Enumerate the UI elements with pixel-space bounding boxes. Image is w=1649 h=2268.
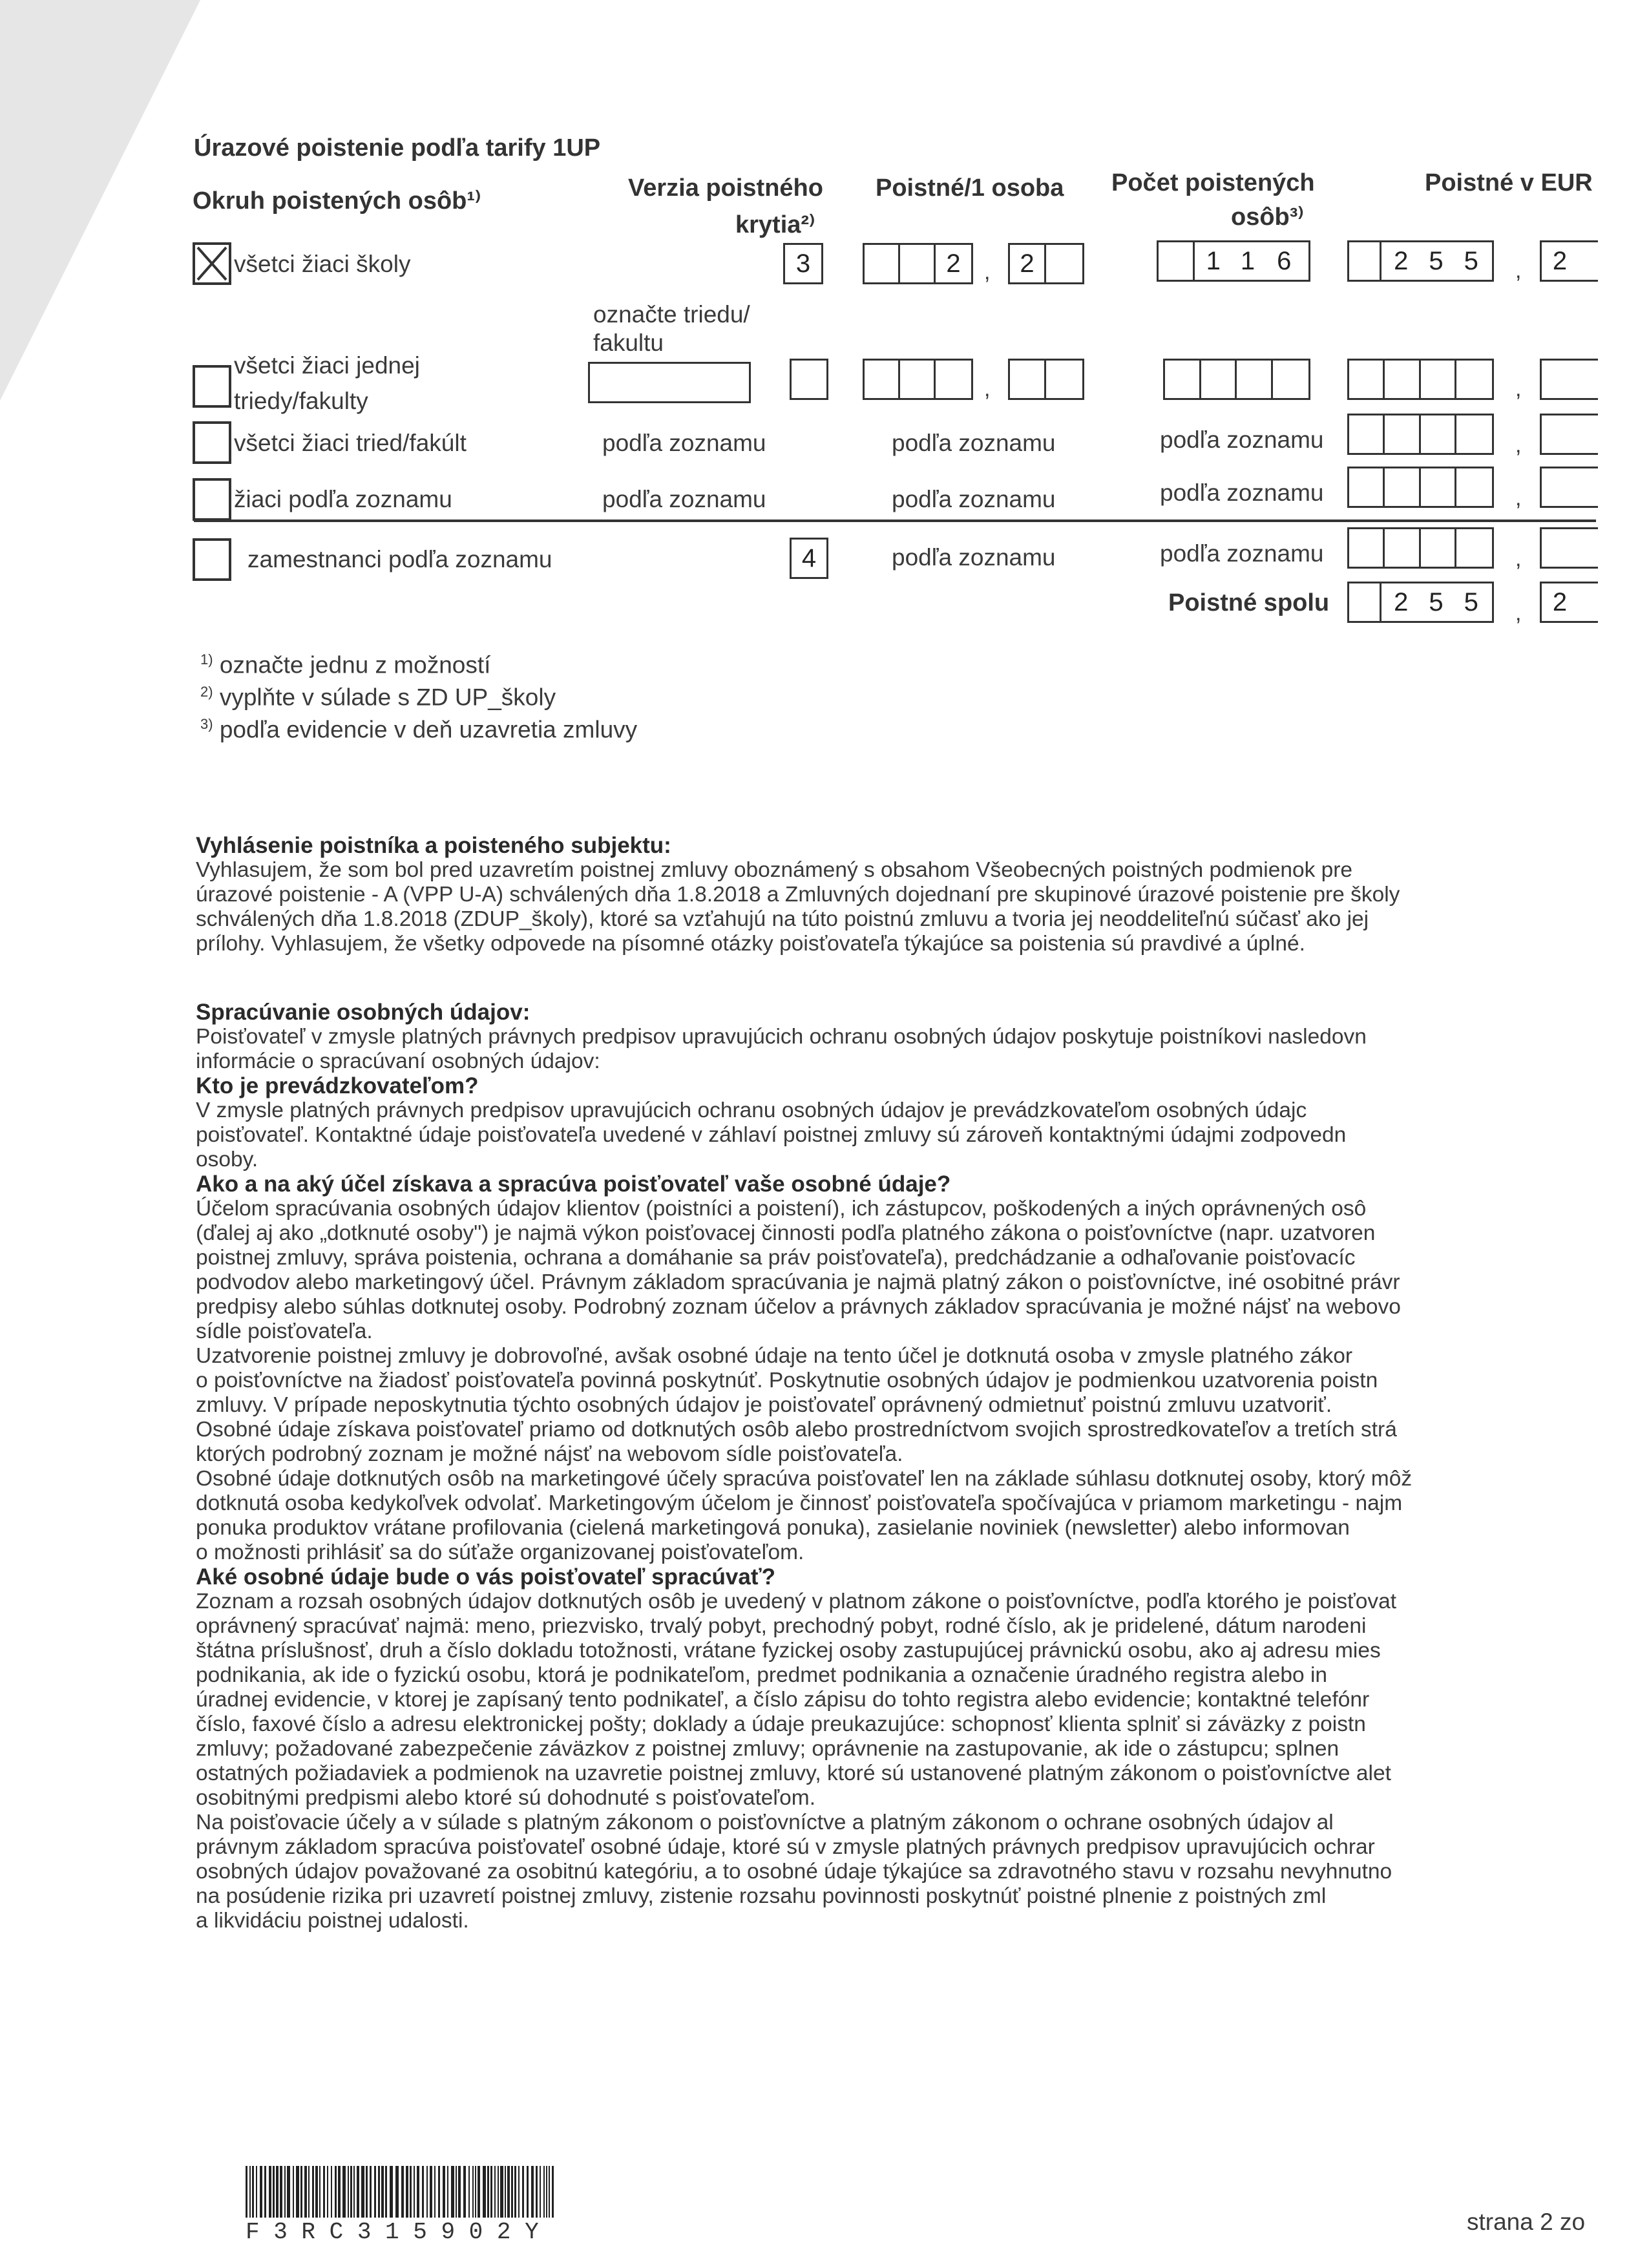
barcode-bar: [531, 2166, 534, 2218]
barcode-bar: [293, 2166, 294, 2218]
text-line: podnikania, ak ide o fyzickú osobu, ktorá je podnikateľom, predmet podnikania a označenie úradného registra alebo in: [196, 1663, 1328, 1687]
barcode-bar: [494, 2166, 496, 2218]
barcode-bar: [381, 2166, 384, 2218]
barcode-bar: [511, 2166, 513, 2218]
text-line: úradnej evidencie, v ktorej je zapísaný tento podnikateľ, a číslo zápisu do tohto registra alebo evidencie; kontaktné telefónr: [196, 1688, 1370, 1712]
barcode-bar: [319, 2166, 320, 2218]
decimal-comma: ,: [984, 260, 991, 284]
decimal-comma: ,: [984, 377, 991, 401]
digit-cell: [1349, 583, 1381, 621]
barcode-bar: [422, 2166, 424, 2218]
row-label-all-students: všetci žiaci školy: [234, 251, 411, 277]
col-header-persons: Okruh poistených osôb¹⁾: [193, 187, 481, 215]
footnote-3: $^{3)}$ podľa evidencie v deň uzavretia zmluvy: [200, 716, 638, 743]
premium-person-dec-row2[interactable]: [1008, 359, 1084, 400]
decimal-comma: ,: [1515, 377, 1522, 401]
class-input[interactable]: [588, 362, 751, 403]
text-line: o poisťovníctve na žiadosť poisťovateľa povinná poskytnúť. Poskytnutie osobných údajov je podmienkou uzatvorenia poistn: [196, 1369, 1378, 1392]
footnote-3-text: podľa evidencie v deň uzavretia zmluvy: [219, 716, 638, 743]
text-line: Na poisťovacie účely a v súlade s platným zákonom o poisťovníctve a platným zákonom o ochrane osobných údajov al: [196, 1811, 1334, 1834]
col-header-premium-person: Poistné/1 osoba: [876, 174, 1064, 202]
col-header-version-2: krytia²⁾: [735, 211, 815, 238]
text-line: Osobné údaje získava poisťovateľ priamo od dotknutých osôb alebo prostredníctvom svojich sprostredkovateľov a tretích strá: [196, 1418, 1397, 1442]
barcode-bar: [463, 2166, 466, 2218]
premium-eur-dec-row3[interactable]: [1540, 414, 1598, 455]
section-title: Úrazové poistenie podľa tarify 1UP: [194, 134, 601, 162]
barcode-bar: [256, 2166, 257, 2218]
digit-cell: [1421, 415, 1456, 453]
question-data-scope: Aké osobné údaje bude o vás poisťovateľ spracúvať?: [196, 1564, 775, 1590]
checkbox-one-class[interactable]: [193, 365, 231, 408]
barcode-bar: [543, 2166, 545, 2218]
premium-eur-int-row2[interactable]: [1347, 359, 1494, 400]
text-line: osobných údajov považované za osobitnú kategóriu, a to osobné údaje týkajúce sa zdravotného stavu v rozsahu nevyhnutno: [196, 1860, 1392, 1884]
barcode-bar: [390, 2166, 393, 2218]
decimal-comma: ,: [1515, 486, 1522, 510]
digit-cell: 2: [1552, 246, 1568, 275]
barcode-bar: [426, 2166, 428, 2218]
digit-cell: [1165, 361, 1201, 398]
digit-cell: [1456, 361, 1492, 398]
premium-eur-int-row3[interactable]: [1347, 414, 1494, 455]
text-line: prílohy. Vyhlasujem, že všetky odpovede na písomné otázky poisťovateľa týkajúce sa poistenia sú pravdivé a úplné.: [196, 932, 1305, 956]
text-line: predpisy alebo súhlas dotknutej osoby. Podrobný zoznam účelov a právnych základov spracúvania je možné nájsť na webovo: [196, 1295, 1401, 1319]
digit-cell: [1456, 468, 1492, 506]
row-label-by-list: žiaci podľa zoznamu: [234, 486, 452, 512]
text-line: poisťovateľ. Kontaktné údaje poisťovateľa uvedené v záhlaví poistnej zmluvy sú zároveň kontaktnými údajmi zodpovedn: [196, 1123, 1347, 1147]
barcode-bar: [483, 2166, 486, 2218]
digit-cell: 116: [1206, 246, 1314, 275]
text-line: zmluvy; požadované zabezpečenie záväzkov z poistnej zmluvy; oprávnenie na zastupovanie, ak ide o zástupcu; splnen: [196, 1737, 1339, 1761]
checkbox-all-students[interactable]: [193, 242, 231, 285]
barcode-bar: [401, 2166, 404, 2218]
barcode-bar: [472, 2166, 474, 2218]
barcode-bar: [300, 2166, 302, 2218]
barcode-bar: [246, 2166, 247, 2218]
barcode-bar: [549, 2166, 550, 2218]
barcode-bar: [374, 2166, 376, 2218]
barcode-bar: [296, 2166, 299, 2218]
decimal-comma: ,: [1515, 433, 1522, 457]
col-header-premium-eur: Poistné v EUR: [1425, 169, 1593, 196]
answer-data-scope: [196, 1590, 1591, 1933]
barcode-bar: [366, 2166, 368, 2218]
page-number: strana 2 zo: [1467, 2209, 1586, 2235]
barcode-bar: [260, 2166, 262, 2218]
row-label-one-class-2: triedy/fakulty: [234, 388, 368, 414]
footnote-2: $^{2)}$ vyplňte v súlade s ZD UP_školy: [200, 684, 556, 711]
digit-cell: [865, 245, 900, 282]
barcode-bar: [410, 2166, 412, 2218]
barcode-bar: [490, 2166, 492, 2218]
text-line: poistnej zmluvy, správa poistenia, ochrana a domáhanie sa práv poisťovateľa), predchádzanie a odhaľovanie poisťovacíc: [196, 1246, 1356, 1270]
digit-cell: 255: [1394, 246, 1499, 275]
barcode-bar: [498, 2166, 499, 2218]
barcode-bar: [430, 2166, 432, 2218]
premium-eur-int-row4[interactable]: [1347, 467, 1494, 508]
text-line: podvodov alebo marketingový účel. Právnym základom spracúvania je najmä platný zákon o poisťovníctve, iné osobitné právr: [196, 1270, 1400, 1294]
premium-person-int-row2[interactable]: [863, 359, 973, 400]
barcode-bar: [249, 2166, 251, 2218]
digit-cell: [1385, 361, 1420, 398]
version-box-row2[interactable]: [790, 359, 828, 400]
row-label-employees: zamestnanci podľa zoznamu: [247, 546, 552, 572]
digit-cell: [865, 361, 900, 398]
processing-intro: [196, 1025, 1591, 1074]
barcode-bar: [357, 2166, 359, 2218]
text-line: Účelom spracúvania osobných údajov klientov (poistníci a poistení), ich zástupcov, poškodených a iných oprávnených osô: [196, 1197, 1367, 1221]
text-line: oprávnený spracúvať najmä: meno, priezvisko, trvalý pobyt, prechodný pobyt, rodné číslo, ak je pridelené, dátum narodeni: [196, 1614, 1367, 1638]
digit-cell: [1349, 415, 1385, 453]
footnote-1: $^{1)}$ označte jednu z možností: [200, 651, 491, 678]
text-line: osoby.: [196, 1148, 258, 1171]
barcode-bar: [284, 2166, 286, 2218]
barcode-bar: [458, 2166, 461, 2218]
barcode-bar: [518, 2166, 520, 2218]
scan-edge-shadow: [0, 0, 200, 401]
barcode-bar: [487, 2166, 489, 2218]
text-line: a likvidáciu poistnej udalosti.: [196, 1909, 469, 1933]
barcode-bar: [353, 2166, 355, 2218]
barcode-bar: [500, 2166, 503, 2218]
text-line: číslo, faxové číslo a adresu elektronickej pošty; doklady a údaje preukazujúce: schopnosť klienta splniť si záväzky z poistn: [196, 1712, 1366, 1736]
footnote-2-text: vyplňte v súlade s ZD UP_školy: [219, 684, 556, 711]
barcode-bar: [323, 2166, 325, 2218]
digit-cell: [1421, 529, 1456, 567]
barcode-bar: [312, 2166, 314, 2218]
barcode-bar: [443, 2166, 445, 2218]
mark-class-hint-1: označte triedu/: [593, 301, 750, 328]
barcode-bar: [378, 2166, 380, 2218]
total-dec[interactable]: [1540, 582, 1598, 623]
barcode-bar: [287, 2166, 290, 2218]
digit-cell: 2: [1010, 245, 1046, 282]
digit-cell: [900, 361, 936, 398]
barcode-bar: [338, 2166, 341, 2218]
text-line: zmluvy. V prípade neposkytnutia týchto osobných údajov je poisťovateľ oprávnený odmietnuť poistnú zmluvu uzatvoriť.: [196, 1393, 1332, 1417]
barcode-bar: [414, 2166, 415, 2218]
checkbox-classes[interactable]: [193, 421, 231, 464]
by-list-count: podľa zoznamu: [1160, 426, 1324, 453]
barcode-bar: [280, 2166, 282, 2218]
digit-cell: [1349, 468, 1385, 506]
text-line: na posúdenie rizika pri uzavretí poistnej zmluvy, zistenie rozsahu povinnosti poskytnúť poistné plnenie z poistných zml: [196, 1884, 1327, 1908]
barcode-bar: [546, 2166, 547, 2218]
premium-eur-dec-row4[interactable]: [1540, 467, 1598, 508]
by-list-premium: podľa zoznamu: [892, 486, 1056, 512]
premium-eur-int-row5[interactable]: [1347, 527, 1494, 569]
digit-cell: 2: [946, 249, 961, 278]
row-label-classes: všetci žiaci tried/fakúlt: [234, 430, 467, 456]
answer-purpose: [196, 1197, 1591, 1565]
barcode-bar: [475, 2166, 476, 2218]
premium-eur-int-row1[interactable]: [1347, 240, 1499, 282]
col-header-version-1: Verzia poistného: [628, 174, 823, 202]
barcode-bar: [331, 2166, 332, 2218]
text-line: Zoznam a rozsah osobných údajov dotknutých osôb je uvedený v platnom zákone o poisťovníctve, podľa ktorého je poisťovat: [196, 1590, 1397, 1613]
digit-cell: [1349, 361, 1385, 398]
digit-cell: [1349, 242, 1381, 280]
mark-class-hint-2: fakultu: [593, 330, 664, 356]
digit-cell: [1273, 361, 1308, 398]
barcode-bar: [514, 2166, 516, 2218]
text-line: schválených dňa 1.8.2018 (ZDUP_školy), ktoré sa vzťahujú na túto poistnú zmluvu a tvoria jej neoddeliteľnú súčasť ako jej: [196, 907, 1369, 931]
barcode-bar: [507, 2166, 510, 2218]
by-list-version: podľa zoznamu: [602, 430, 766, 456]
text-line: Osobné údaje dotknutých osôb na marketingové účely spracúva poisťovateľ len na základe súhlasu dotknutej osoby, ktorý môž: [196, 1467, 1413, 1491]
check-mark-icon: [195, 245, 229, 282]
digit-cell: [1385, 468, 1420, 506]
barcode-bar: [540, 2166, 541, 2218]
text-line: Uzatvorenie poistnej zmluvy je dobrovoľné, avšak osobné údaje na tento účel je dotknutá osoba v zmysle platného zákor: [196, 1344, 1353, 1368]
digit-cell: [1010, 361, 1046, 398]
text-line: (ďalej aj ako „dotknuté osoby") je najmä výkon poisťovacej činnosti podľa platného zákona o poisťovníctve (napr. uzatvoren: [196, 1221, 1376, 1245]
digit-cell: [1456, 529, 1492, 567]
digit-cell: [1237, 361, 1273, 398]
digit-cell: [1385, 529, 1420, 567]
by-list-premium: podľa zoznamu: [892, 544, 1056, 571]
digit-cell: [1456, 415, 1492, 453]
barcode-bar: [308, 2166, 310, 2218]
premium-eur-dec-row5[interactable]: [1540, 527, 1598, 569]
digit-cell: [936, 361, 971, 398]
text-line: úrazové poistenie - A (VPP U-A) schválených dňa 1.8.2018 a Zmluvných dojednaní pre skupinové úrazové poistenie pre školy: [196, 883, 1400, 907]
barcode-bar: [527, 2166, 529, 2218]
version-value: 3: [795, 249, 811, 278]
by-list-count: podľa zoznamu: [1160, 540, 1324, 567]
text-line: ponuka produktov vrátane profilovania (cielená marketingová ponuka), zasielanie noviniek (newsletter) alebo informovan: [196, 1516, 1350, 1540]
footnote-1-text: označte jednu z možností: [219, 651, 491, 678]
answer-operator: [196, 1098, 1591, 1172]
row-label-one-class-1: všetci žiaci jednej: [234, 352, 420, 379]
barcode: [246, 2166, 556, 2218]
barcode-bar: [438, 2166, 440, 2218]
barcode-bar: [468, 2166, 470, 2218]
checkbox-by-list[interactable]: [193, 478, 231, 521]
text-line: Poisťovateľ v zmysle platných právnych predpisov upravujúcich ochranu osobných údajov poskytuje poistníkovi nasledovn: [196, 1025, 1367, 1049]
barcode-bar: [361, 2166, 364, 2218]
digit-cell: [1421, 468, 1456, 506]
digit-cell: [1201, 361, 1237, 398]
digit-cell: [1385, 415, 1420, 453]
barcode-bar: [522, 2166, 524, 2218]
digit-cell: 255: [1394, 587, 1499, 616]
total-label: Poistné spolu: [1168, 589, 1330, 616]
barcode-bar: [478, 2166, 480, 2218]
col-header-count-2: osôb³⁾: [1231, 204, 1304, 231]
barcode-bar: [536, 2166, 538, 2218]
barcode-bar: [447, 2166, 448, 2218]
barcode-bar: [456, 2166, 457, 2218]
text-line: ostatných požiadaviek a podmienok na uzavretie poistnej zmluvy, ktoré sú ustanovené platným zákonom o poisťovníctve alet: [196, 1761, 1391, 1785]
barcode-bar: [417, 2166, 419, 2218]
digit-cell: [1159, 242, 1195, 280]
barcode-bar: [335, 2166, 337, 2218]
digit-cell: [1421, 361, 1456, 398]
digit-cell: [1046, 245, 1082, 282]
text-line: Vyhlasujem, že som bol pred uzavretím poistnej zmluvy oboznámený s obsahom Všeobecných poistných podmienok pre: [196, 858, 1353, 882]
version-box-row1[interactable]: [783, 243, 823, 284]
total-int[interactable]: [1347, 582, 1499, 623]
text-line: ktorých podrobný zoznam je možné nájsť na webovom sídle poisťovateľa.: [196, 1442, 903, 1466]
barcode-bar: [406, 2166, 408, 2218]
by-list-version: podľa zoznamu: [602, 486, 766, 512]
by-list-premium: podľa zoznamu: [892, 430, 1056, 456]
decimal-comma: ,: [1515, 601, 1522, 625]
declaration-lines: [196, 858, 1591, 956]
version-box-row5[interactable]: [790, 538, 828, 579]
barcode-bar: [350, 2166, 352, 2218]
barcode-text: F 3 R C 3 1 5 9 0 2 Y: [246, 2219, 539, 2245]
digit-cell: [1349, 529, 1385, 567]
text-line: sídle poisťovateľa.: [196, 1319, 373, 1343]
premium-eur-dec-row2[interactable]: [1540, 359, 1598, 400]
declaration-heading: Vyhlásenie poistníka a poisteného subjektu:: [196, 833, 671, 858]
barcode-bar: [348, 2166, 349, 2218]
version-value: 4: [801, 543, 817, 572]
barcode-bar: [264, 2166, 266, 2218]
by-list-count: podľa zoznamu: [1160, 479, 1324, 506]
barcode-bar: [276, 2166, 278, 2218]
col-header-count-1: Počet poistených: [1111, 169, 1315, 196]
text-line: o možnosti prihlásiť sa do súťaže organizovanej poisťovateľom.: [196, 1540, 804, 1564]
barcode-bar: [327, 2166, 328, 2218]
barcode-bar: [342, 2166, 346, 2218]
declaration-block: [196, 834, 1591, 956]
text-line: osobitnými predpismi alebo ktoré sú dohodnuté s poisťovateľom.: [196, 1786, 816, 1810]
count-box-row2[interactable]: [1163, 359, 1310, 400]
barcode-bar: [395, 2166, 399, 2218]
barcode-bar: [434, 2166, 436, 2218]
barcode-bar: [370, 2166, 372, 2218]
barcode-bar: [269, 2166, 271, 2218]
barcode-bar: [315, 2166, 318, 2218]
decimal-comma: ,: [1515, 547, 1522, 571]
checkbox-employees[interactable]: [193, 538, 231, 581]
text-line: štátna príslušnosť, druh a číslo dokladu totožnosti, vrátane fyzickej osoby zastupujúcej právnickú osobu, ako aj adresu mies: [196, 1639, 1381, 1663]
barcode-bar: [304, 2166, 307, 2218]
text-line: právnym základom spracúva poisťovateľ osobné údaje, ktoré sú v zmysle platných právnych predpisov upravujúcich ochrar: [196, 1835, 1375, 1859]
premium-eur-dec-row1[interactable]: [1540, 240, 1598, 282]
barcode-bar: [385, 2166, 387, 2218]
barcode-bar: [451, 2166, 454, 2218]
barcode-bar: [252, 2166, 254, 2218]
premium-person-dec-row1[interactable]: [1008, 243, 1084, 284]
barcode-bar: [552, 2166, 554, 2218]
decimal-comma: ,: [1515, 258, 1522, 283]
digit-cell: [900, 245, 936, 282]
text-line: V zmysle platných právnych predpisov upravujúcich ochranu osobných údajov je prevádzkovateľom osobných údajc: [196, 1098, 1307, 1122]
digit-cell: [1046, 361, 1082, 398]
processing-heading: Spracúvanie osobných údajov:: [196, 1000, 530, 1025]
count-box-row1[interactable]: [1157, 240, 1314, 282]
barcode-bar: [273, 2166, 275, 2218]
table-divider: [194, 520, 1596, 522]
text-line: informácie o spracúvaní osobných údajov:: [196, 1049, 600, 1073]
barcode-bar: [505, 2166, 506, 2218]
text-line: dotknutá osoba kedykoľvek odvolať. Marketingovým účelom je činnosť poisťovateľa spočívajúca v priamom marketingu - najm: [196, 1491, 1403, 1515]
premium-person-int-row1[interactable]: [863, 243, 973, 284]
question-operator: Kto je prevádzkovateľom?: [196, 1073, 479, 1098]
digit-cell: 2: [1552, 587, 1568, 616]
processing-block: [196, 1000, 1591, 1933]
question-purpose: Ako a na aký účel získava a spracúva poisťovateľ vaše osobné údaje?: [196, 1171, 951, 1197]
